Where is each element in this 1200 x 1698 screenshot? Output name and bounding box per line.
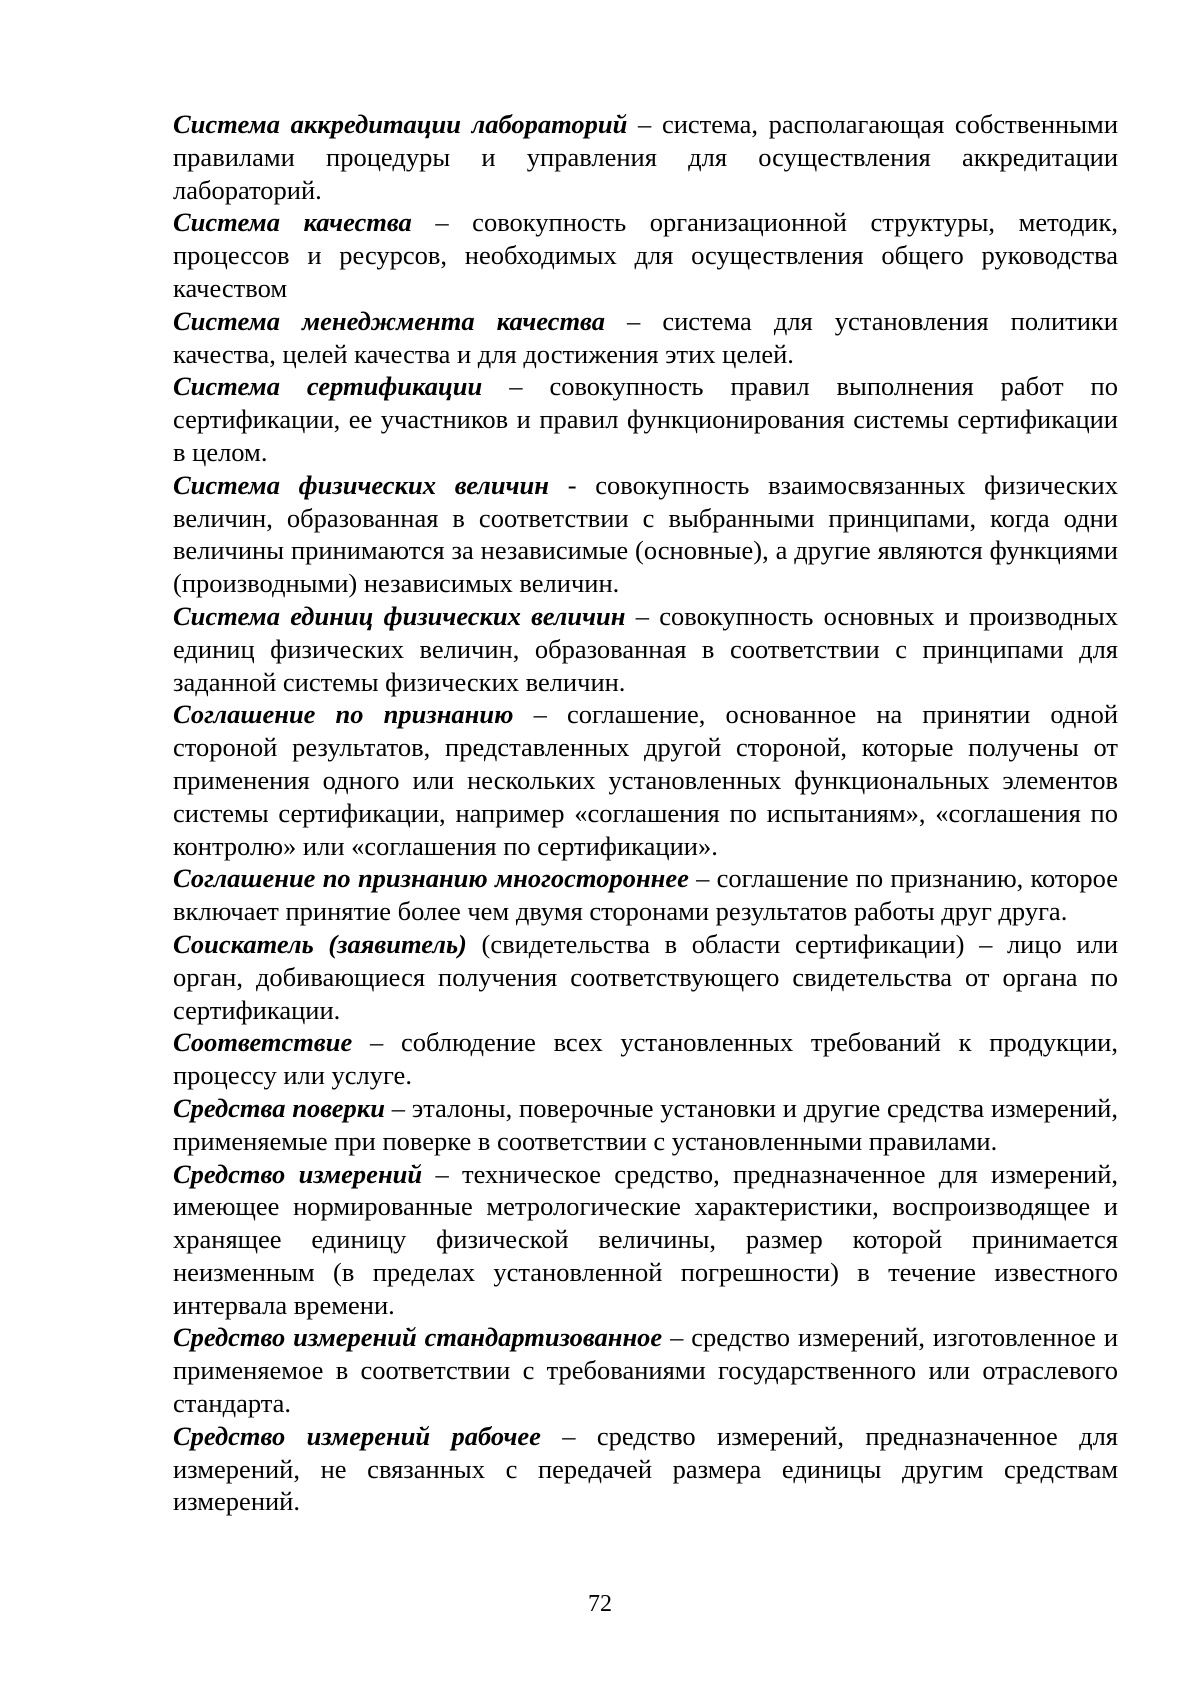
glossary-entry: [173, 469, 1118, 600]
entry-term: Соответствие: [173, 1027, 352, 1057]
entry-term: Соглашение по признанию многостороннее: [173, 863, 689, 893]
glossary-entry: [173, 108, 1118, 206]
entry-term: Система качества: [173, 207, 412, 237]
glossary-entry: [173, 928, 1118, 1026]
glossary-entry: [173, 1158, 1118, 1322]
glossary-entry: [173, 862, 1118, 928]
entry-definition: – совокупность основных и производных единиц физических величин, образованная в соответствии с принципами для заданной системы физических величин.: [173, 601, 1118, 697]
entry-term: Система единиц физических величин: [173, 601, 626, 631]
entry-definition: – средство измерений, изготовленное и применяемое в соответствии с требованиями государственного или отраслевого стандарта.: [173, 1322, 1118, 1418]
entry-definition: – соблюдение всех установленных требований к продукции, процессу или услуге.: [173, 1027, 1118, 1090]
entry-definition: – система для установления политики качества, целей качества и для достижения этих целей.: [173, 306, 1118, 369]
entry-definition: – средство измерений, предназначенное для измерений, не связанных с передачей размера единицы другим средствам измерений.: [173, 1421, 1118, 1517]
entry-term: Система физических величин: [173, 470, 549, 500]
entry-term: Средство измерений: [173, 1159, 422, 1189]
entry-definition: – совокупность правил выполнения работ по сертификации, ее участников и правил функционирования системы сертификации в целом.: [173, 371, 1118, 467]
glossary-entry: [173, 370, 1118, 468]
entry-definition: – техническое средство, предназначенное для измерений, имеющее нормированные метрологические характеристики, воспроизводящее и хранящее единицу физической величины, размер которой принимается неизменным (в пределах установленной погрешности) в течение известного интервала времени.: [173, 1159, 1118, 1320]
glossary-entry: [173, 600, 1118, 698]
entry-definition: – система, располагающая собственными правилами процедуры и управления для осуществления аккредитации лабораторий.: [173, 109, 1118, 205]
glossary-entry: [173, 206, 1118, 304]
page-number: 72: [0, 1591, 1200, 1618]
glossary-entry: [173, 1420, 1118, 1518]
glossary-entry: [173, 1092, 1118, 1158]
glossary-entry: [173, 1321, 1118, 1419]
entry-definition: – соглашение, основанное на принятии одной стороной результатов, представленных другой стороной, которые получены от применения одного или нескольких установленных функциональных элементов системы сертификации, например «соглашения по испытаниям», «соглашения по контролю» или «соглашения по сертификации».: [173, 699, 1118, 860]
document-body: [173, 108, 1118, 1518]
entry-term: Средства поверки: [173, 1093, 385, 1123]
entry-definition: - совокупность взаимосвязанных физических величин, образованная в соответствии с выбранными принципами, когда одни величины принимаются за независимые (основные), а другие являются функциями (производными) независимых величин.: [173, 470, 1118, 598]
entry-definition: – соглашение по признанию, которое включает принятие более чем двумя сторонами результатов работы друг друга.: [173, 863, 1118, 926]
entry-term: Соглашение по признанию: [173, 699, 513, 729]
entry-definition: (свидетельства в области сертификации) – лицо или орган, добивающиеся получения соответствующего свидетельства от органа по сертификации.: [173, 929, 1118, 1025]
entry-term: Система аккредитации лабораторий: [173, 109, 627, 139]
entry-term: Средство измерений стандартизованное: [173, 1322, 662, 1352]
entry-definition: – эталоны, поверочные установки и другие средства измерений, применяемые при поверке в соответствии с установленными правилами.: [173, 1093, 1118, 1156]
glossary-entry: [173, 698, 1118, 862]
glossary-entry: [173, 305, 1118, 371]
entry-term: Система сертификации: [173, 371, 482, 401]
entry-term: Система менеджмента качества: [173, 306, 605, 336]
entry-term: Соискатель (заявитель): [173, 929, 467, 959]
glossary-entry: [173, 1026, 1118, 1092]
entry-term: Средство измерений рабочее: [173, 1421, 541, 1451]
entry-definition: – совокупность организационной структуры, методик, процессов и ресурсов, необходимых для осуществления общего руководства качеством: [173, 207, 1118, 303]
